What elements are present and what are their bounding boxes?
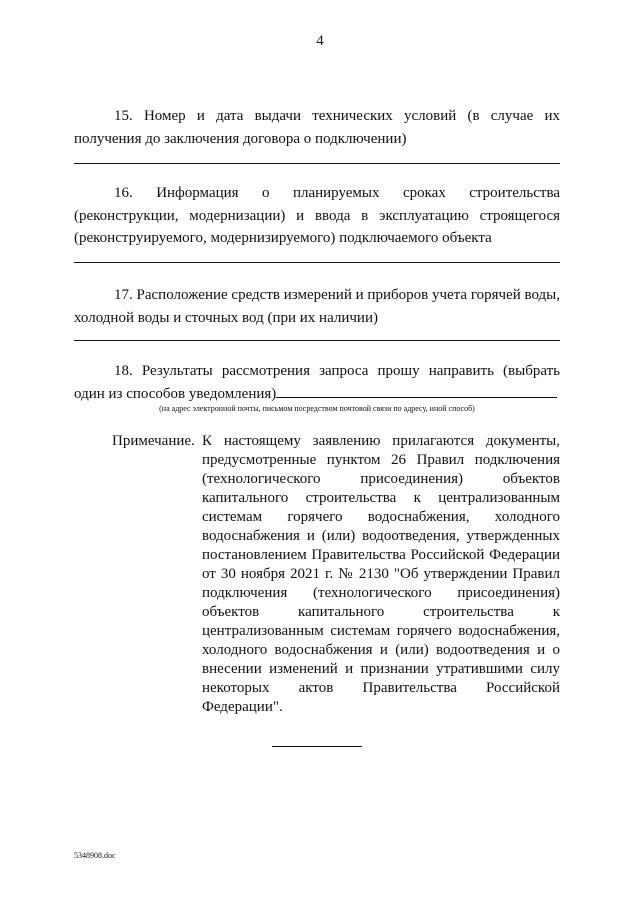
item-15-text: 15. Номер и дата выдачи технических условий (в случае их получения до заключения договора о подключении) bbox=[74, 108, 560, 147]
item-15-answer-line bbox=[74, 163, 560, 164]
item-17-text: 17. Расположение средств измерений и приборов учета горячей воды, холодной воды и сточных вод (при их наличии) bbox=[74, 287, 560, 326]
end-divider bbox=[272, 746, 362, 747]
notification-hint: (на адрес электронной почты, письмом посредством почтовой связи по адресу, иной способ) bbox=[159, 404, 475, 413]
item-18-answer-line bbox=[276, 397, 557, 398]
item-17-answer-line bbox=[74, 340, 560, 341]
note-text: К настоящему заявлению прилагаются документы, предусмотренные пунктом 26 Правил подключения (технологического присоединения) объектов капитального строительства к централизованным системам горячего водоснабжения, холодного водоснабжения и (или) водоотведения, утвержденных постановлением Правительства Российской Федерации от 30 ноября 2021 г. № 2130 "Об утверждении Правил подключения (технологического присоединения) объектов капитального строительства к централизованным системам горячего водоснабжения, холодного водоснабжения и (или) водоотведения и о внесении изменений и признании утратившими силу некоторых актов Правительства Российской Федерации". bbox=[202, 433, 560, 715]
item-18 bbox=[74, 360, 560, 405]
item-18-text: 18. Результаты рассмотрения запроса прошу направить (выбрать один из способов уведомления) bbox=[74, 363, 560, 402]
document-id: 5348908.doc bbox=[74, 851, 116, 860]
page-number: 4 bbox=[316, 33, 324, 49]
item-16-answer-line bbox=[74, 262, 560, 263]
note-label: Примечание. bbox=[112, 433, 195, 449]
item-16-text: 16. Информация о планируемых сроках строительства (реконструкции, модернизации) и ввода в эксплуатацию строящегося (реконструируемого, модернизируемого) подключаемого объекта bbox=[74, 185, 560, 246]
